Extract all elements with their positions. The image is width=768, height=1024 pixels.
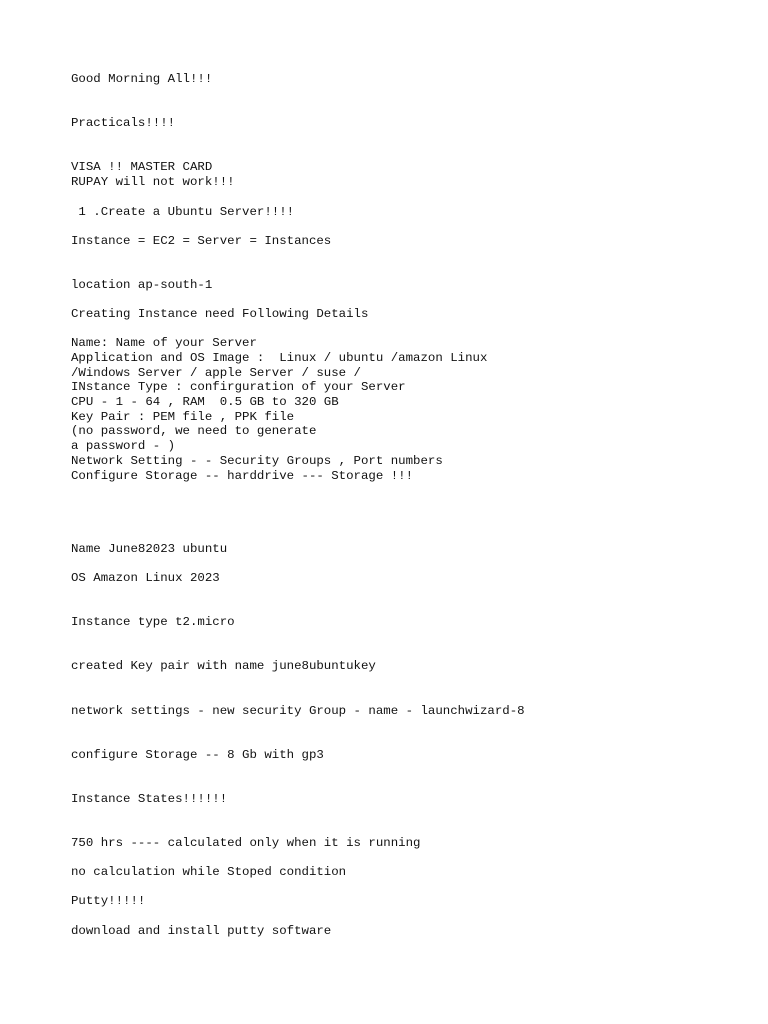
details-line: Key Pair : PEM file , PPK file — [71, 410, 295, 424]
hours-line: 750 hrs ---- calculated only when it is running — [71, 836, 421, 850]
details-line: /Windows Server / apple Server / suse / — [71, 366, 361, 380]
instance-definition-line: Instance = EC2 = Server = Instances — [71, 234, 332, 248]
details-line: (no password, we need to generate — [71, 424, 317, 438]
storage-line: configure Storage -- 8 Gb with gp3 — [71, 748, 324, 762]
details-line: Name: Name of your Server — [71, 336, 257, 350]
os-line: OS Amazon Linux 2023 — [71, 571, 220, 585]
no-calculation-line: no calculation while Stoped condition — [71, 865, 347, 879]
practicals-heading: Practicals!!!! — [71, 116, 176, 130]
location-line: location ap-south-1 — [71, 278, 213, 292]
download-line: download and install putty software — [71, 924, 332, 938]
details-heading: Creating Instance need Following Details — [71, 307, 369, 321]
details-line: Configure Storage -- harddrive --- Storage !!! — [71, 469, 414, 483]
instance-states-heading: Instance States!!!!!! — [71, 792, 228, 806]
payment-line-2: RUPAY will not work!!! — [71, 175, 235, 189]
instance-name-line: Name June82023 ubuntu — [71, 542, 228, 556]
key-pair-line: created Key pair with name june8ubuntukey — [71, 659, 376, 673]
greeting-line: Good Morning All!!! — [71, 72, 213, 86]
details-line: a password - ) — [71, 439, 176, 453]
details-line: CPU - 1 - 64 , RAM 0.5 GB to 320 GB — [71, 395, 339, 409]
step-1-heading: 1 .Create a Ubuntu Server!!!! — [71, 205, 295, 219]
putty-heading: Putty!!!!! — [71, 894, 146, 908]
details-line: Application and OS Image : Linux / ubuntu /amazon Linux — [71, 351, 488, 365]
details-line: Network Setting - - Security Groups , Port numbers — [71, 454, 443, 468]
details-line: INstance Type : confirguration of your Server — [71, 380, 406, 394]
network-settings-line: network settings - new security Group - name - launchwizard-8 — [71, 704, 525, 718]
payment-line-1: VISA !! MASTER CARD — [71, 160, 213, 174]
instance-type-line: Instance type t2.micro — [71, 615, 235, 629]
